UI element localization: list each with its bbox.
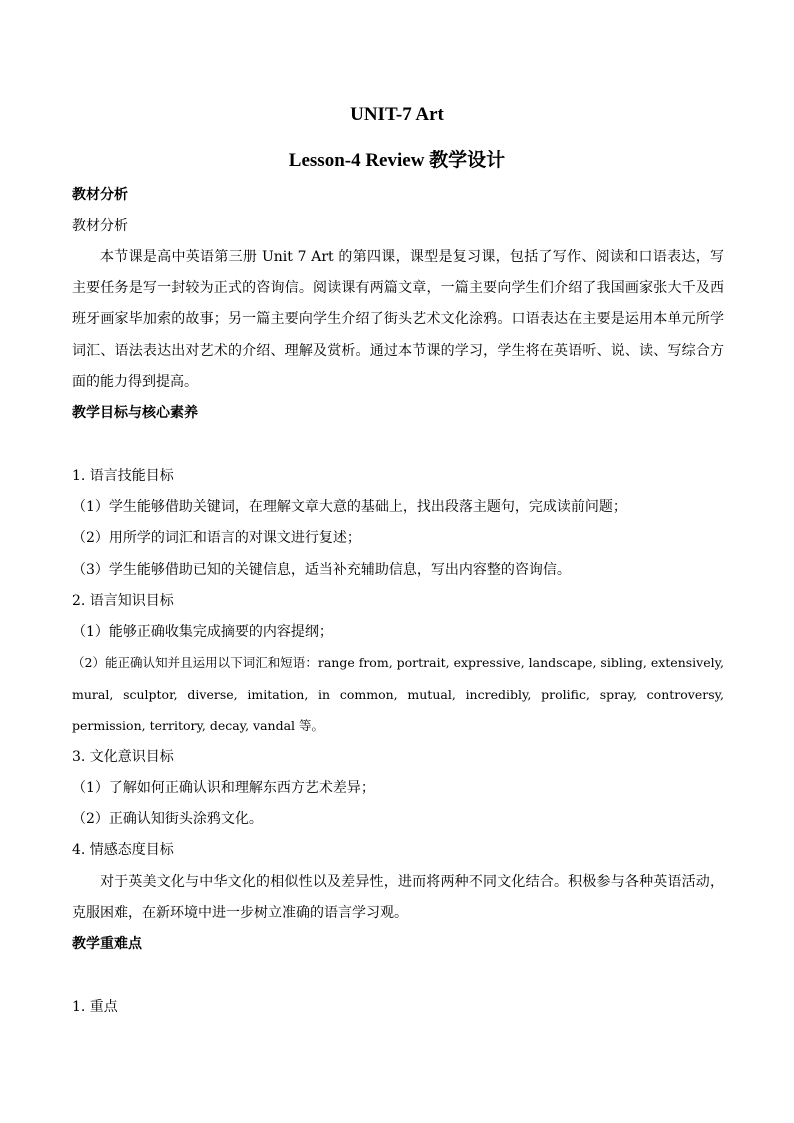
goal-title-emotional-attitude: 4. 情感态度目标	[72, 842, 174, 858]
goal-item: （2）用所学的词汇和语言的对课文进行复述；	[72, 530, 361, 546]
goal-item: （3）学生能够借助已知的关键信息，适当补充辅助信息，写出内容整的咨询信。	[72, 562, 571, 578]
goal-item: （1）学生能够借助关键词，在理解文章大意的基础上，找出段落主题句，完成读前问题；	[72, 499, 627, 515]
document-title: UNIT-7 Art	[350, 104, 444, 125]
goal-item-vocabulary-line: permission, territory, decay, vandal 等。	[72, 718, 325, 733]
analysis-paragraph-line: 本节课是高中英语第三册 Unit 7 Art 的第四课，课型是复习课，包括了写作、阅读和口语表达，写	[100, 249, 724, 265]
section-heading-difficulty: 教学重难点	[72, 936, 142, 952]
analysis-paragraph-line: 班牙画家毕加索的故事；另一篇主要向学生介绍了街头艺术文化涂鸦。口语表达在主要是运用本单元所学	[72, 311, 724, 327]
goal-item: （1）能够正确收集完成摘要的内容提纲；	[72, 624, 333, 640]
analysis-paragraph-line: 面的能力得到提高。	[72, 374, 198, 390]
analysis-paragraph-line: 主要任务是写一封较为正式的咨询信。阅读课有两篇文章，一篇主要向学生们介绍了我国画家张大千及西	[72, 280, 724, 296]
analysis-paragraph-line: 词汇、语法表达出对艺术的介绍、理解及赏析。通过本节课的学习，学生将在英语听、说、读、写综合方	[72, 343, 724, 359]
goal-title-cultural-awareness: 3. 文化意识目标	[72, 749, 174, 765]
goal-item-vocabulary-line: mural, sculptor, diverse, imitation, in common, mutual, incredibly, prolific, spray, controversy,	[72, 687, 724, 702]
goal-title-language-knowledge: 2. 语言知识目标	[72, 593, 174, 609]
goal-paragraph-line: 克服困难，在新环境中进一步树立准确的语言学习观。	[72, 905, 408, 921]
goal-item-vocabulary-line: （2）能正确认知并且运用以下词汇和短语：range from, portrait, expressive, landscape, sibling, extensively,	[72, 655, 724, 670]
difficulty-item-key-points: 1. 重点	[72, 999, 118, 1015]
goal-title-language-skills: 1. 语言技能目标	[72, 468, 174, 484]
goal-item: （1）了解如何正确认识和理解东西方艺术差异；	[72, 780, 375, 796]
subheading-analysis: 教材分析	[72, 218, 128, 234]
section-heading-goals: 教学目标与核心素养	[72, 405, 198, 421]
document-subtitle: Lesson-4 Review 教学设计	[288, 150, 506, 171]
section-heading-analysis: 教材分析	[72, 187, 128, 203]
goal-paragraph-line: 对于英美文化与中华文化的相似性以及差异性，进而将两种不同文化结合。积极参与各种英语活动，	[100, 874, 724, 890]
goal-item: （2）正确认知街头涂鸦文化。	[72, 811, 263, 827]
